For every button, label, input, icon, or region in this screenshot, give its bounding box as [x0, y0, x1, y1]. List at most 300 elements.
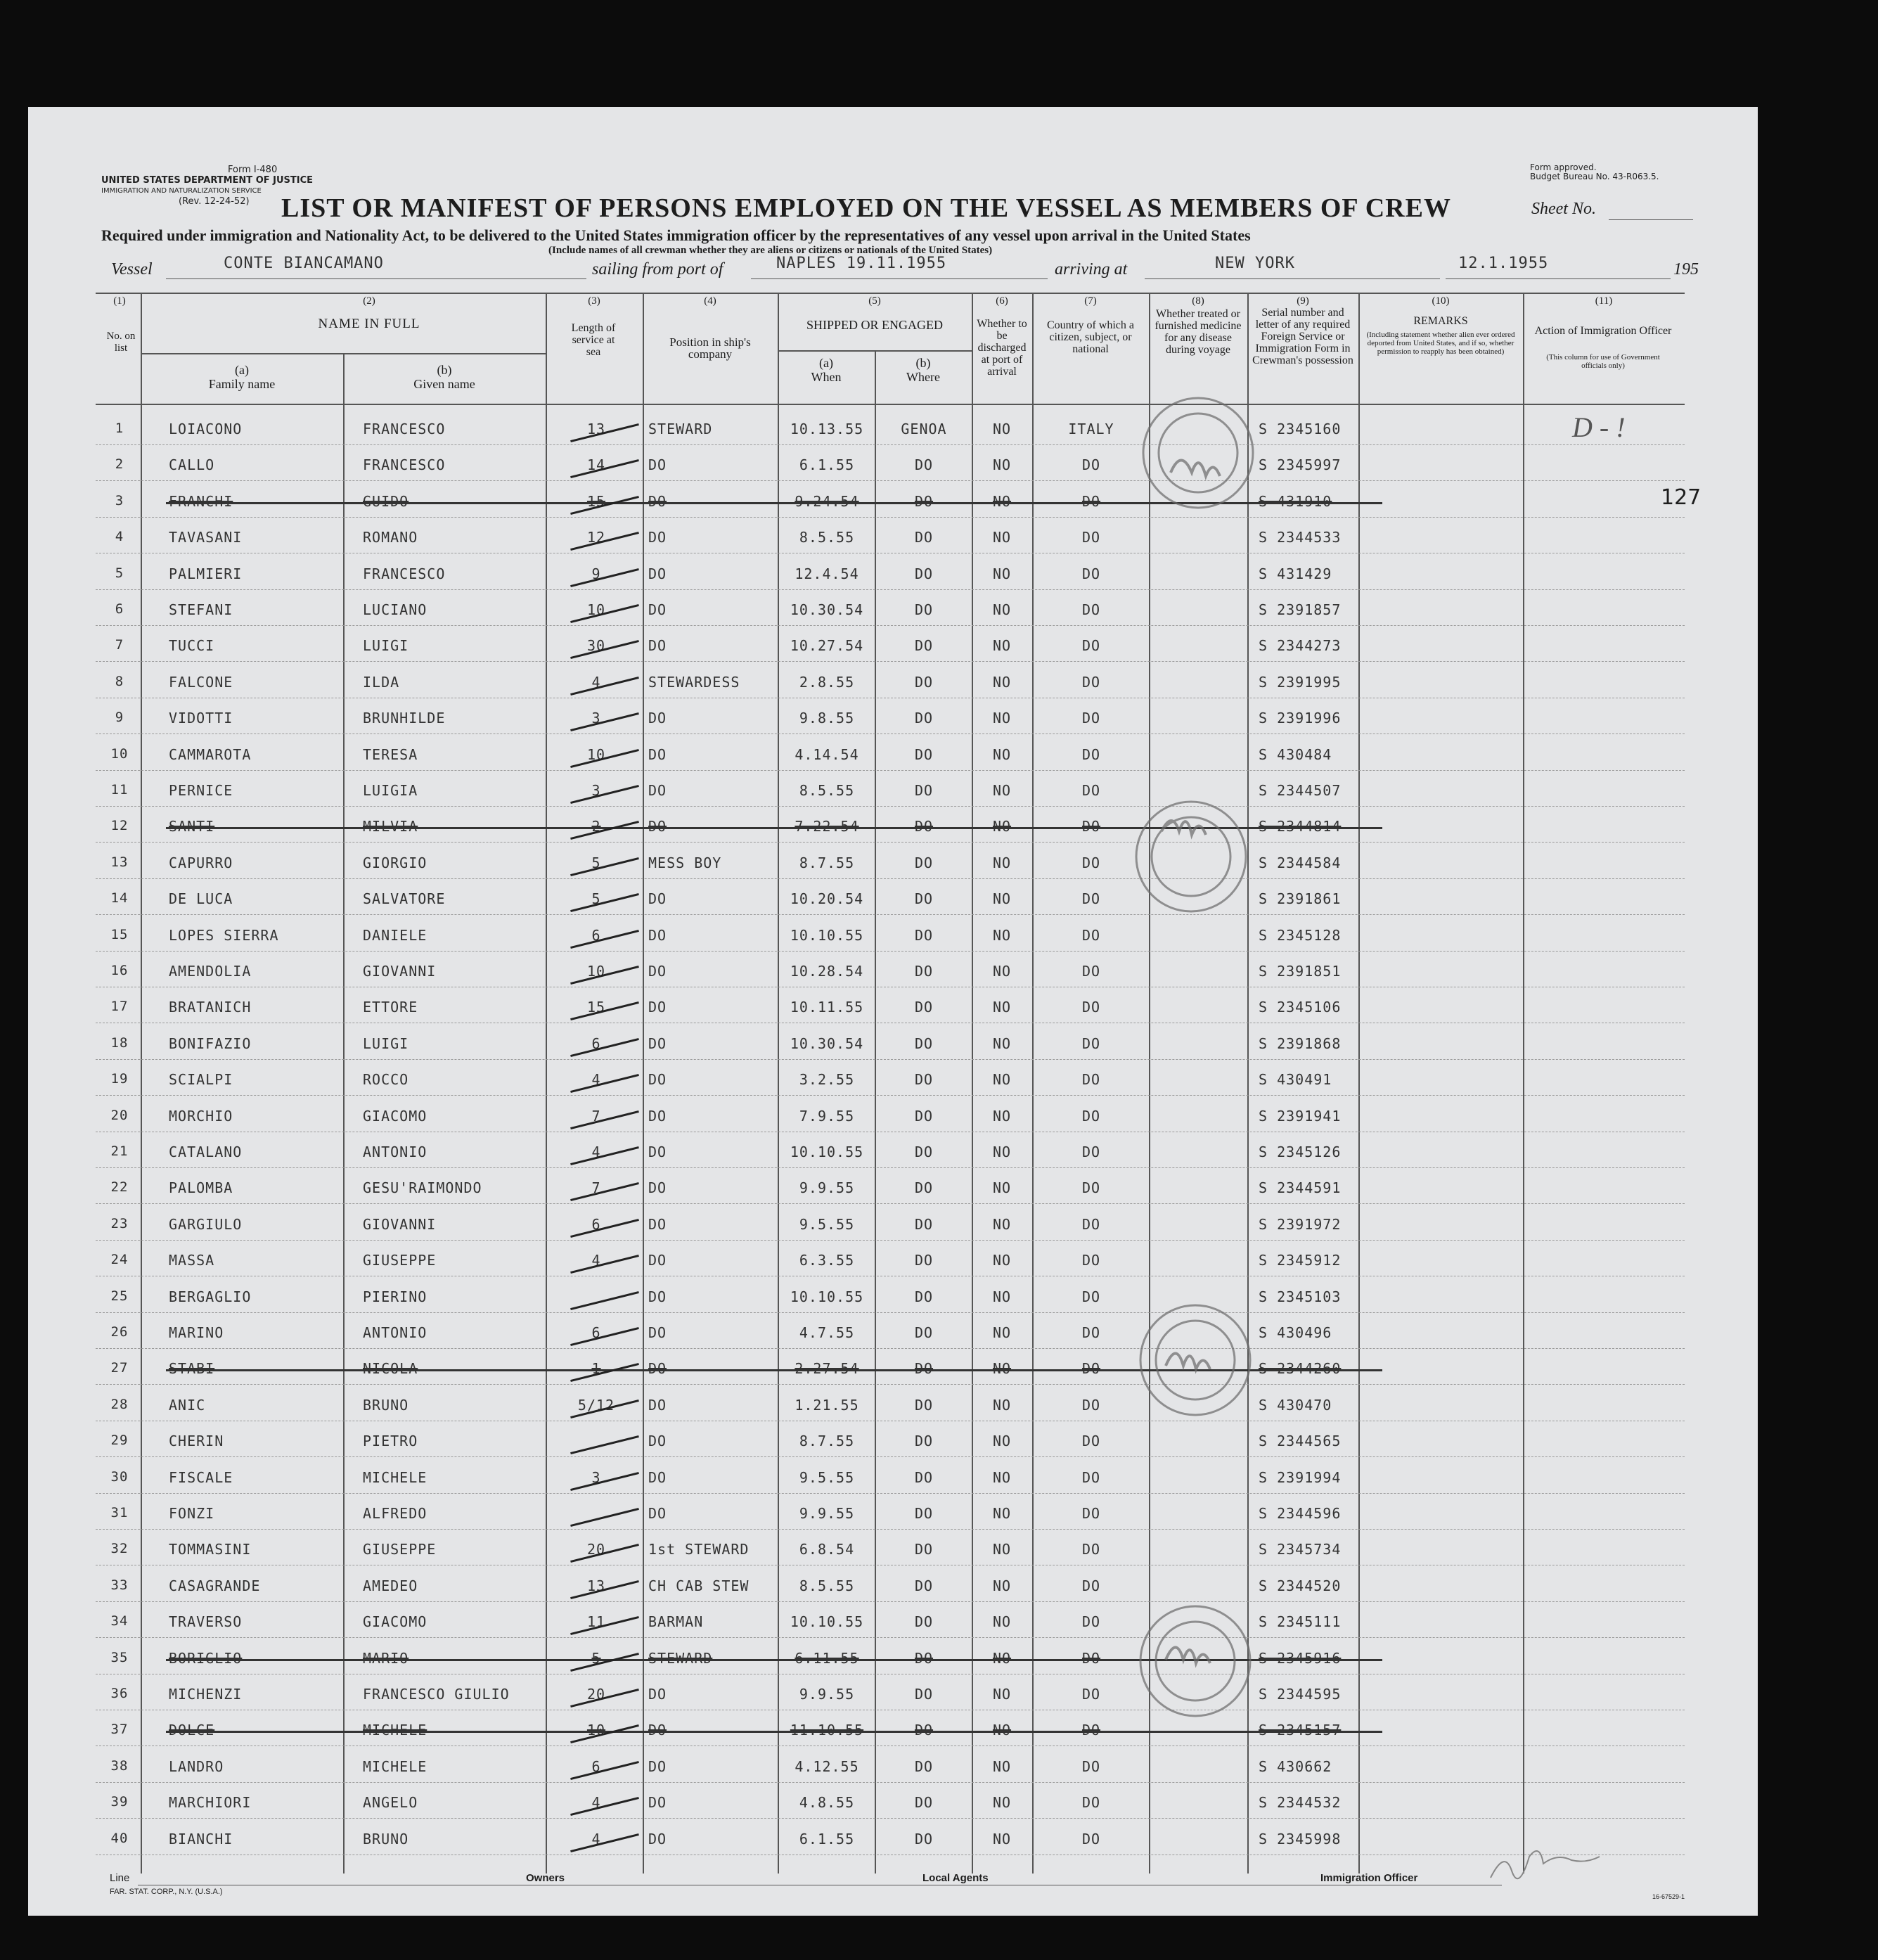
family-name: CATALANO — [169, 1144, 243, 1160]
position: DO — [648, 1397, 667, 1414]
serial-number: S 2345998 — [1259, 1831, 1342, 1847]
country: DO — [1081, 710, 1101, 726]
service-length: 9 — [591, 565, 601, 582]
position: DO — [648, 637, 667, 654]
discharge: NO — [992, 1758, 1012, 1775]
discharge: NO — [992, 1831, 1012, 1847]
shipped-when: 2.27.54 — [795, 1360, 859, 1377]
col-divider — [1358, 293, 1360, 1873]
given-name: TERESA — [363, 746, 418, 763]
serial-number: S 430470 — [1259, 1397, 1332, 1414]
service-length: 4 — [591, 1794, 601, 1811]
col-divider — [875, 350, 876, 1873]
serial-number: S 2344273 — [1259, 637, 1342, 654]
serial-number: S 431429 — [1259, 565, 1332, 582]
service-length: 13 — [586, 1577, 606, 1594]
shipped-when: 6.1.55 — [799, 456, 855, 473]
serial-number: S 430662 — [1259, 1758, 1332, 1775]
discharge: NO — [992, 710, 1012, 726]
given-name: MICHELE — [363, 1722, 427, 1738]
given-name: LUIGIA — [363, 782, 418, 799]
given-name: MILVIA — [363, 818, 418, 835]
row-number: 34 — [110, 1613, 129, 1629]
service-length: 5/12 — [577, 1397, 615, 1414]
row-rule — [96, 951, 1685, 952]
country: DO — [1081, 1360, 1101, 1377]
col8-number: (8) — [1192, 295, 1204, 307]
position: DO — [648, 1433, 667, 1449]
budget-bureau: Budget Bureau No. 43-R063.5. — [1530, 172, 1659, 181]
position: DO — [648, 1144, 667, 1160]
discharge: NO — [992, 1252, 1012, 1269]
shipped-where: DO — [914, 818, 934, 835]
serial-number: S 2391851 — [1259, 963, 1342, 980]
row-rule — [96, 517, 1685, 518]
shipped-where: DO — [914, 565, 934, 582]
country: DO — [1081, 1179, 1101, 1196]
row-rule — [96, 1312, 1685, 1313]
position: DO — [648, 493, 667, 510]
shipped-where: DO — [914, 890, 934, 907]
col4-title: Position in ship's company — [669, 335, 751, 361]
country: DO — [1081, 927, 1101, 944]
col-divider — [1149, 293, 1150, 1873]
serial-number: S 430491 — [1259, 1071, 1332, 1088]
position: DO — [648, 890, 667, 907]
discharge: NO — [992, 565, 1012, 582]
service-length: 7 — [591, 1179, 601, 1196]
col-divider — [778, 293, 779, 1873]
family-name: TOMMASINI — [169, 1541, 252, 1558]
row-number: 3 — [115, 493, 124, 508]
shipped-where: DO — [914, 1288, 934, 1305]
position: MESS BOY — [648, 854, 722, 871]
shipped-where: DO — [914, 1252, 934, 1269]
discharge: NO — [992, 1505, 1012, 1522]
row-number: 13 — [110, 854, 129, 870]
serial-number: S 2391995 — [1259, 674, 1342, 691]
shipped-when: 6.11.55 — [795, 1650, 859, 1667]
row-number: 32 — [110, 1541, 129, 1556]
row-number: 31 — [110, 1505, 129, 1520]
consular-stamp — [1140, 1606, 1250, 1716]
row-number: 33 — [110, 1577, 129, 1593]
form-approval — [1530, 163, 1659, 181]
position: DO — [648, 1794, 667, 1811]
service-length: 15 — [586, 493, 606, 510]
country: DO — [1081, 601, 1101, 618]
shipped-when: 10.13.55 — [790, 421, 864, 437]
family-name: FALCONE — [169, 674, 233, 691]
discharge: NO — [992, 1722, 1012, 1738]
row-rule — [96, 1240, 1685, 1241]
serial-number: S 2391857 — [1259, 601, 1342, 618]
shipped-when: 4.14.54 — [795, 746, 859, 763]
family-name: SCIALPI — [169, 1071, 233, 1088]
given-name: FRANCESCO — [363, 565, 446, 582]
family-name: BONIFAZIO — [169, 1035, 252, 1052]
serial-number: S 2344596 — [1259, 1505, 1342, 1522]
position: STEWARDESS — [648, 674, 740, 691]
shipped-when: 10.30.54 — [790, 601, 864, 618]
family-name: TUCCI — [169, 637, 215, 654]
given-name: PIERINO — [363, 1288, 427, 1305]
serial-number: S 2345106 — [1259, 999, 1342, 1016]
shipped-where: GENOA — [901, 421, 947, 437]
shipped-where: DO — [914, 1433, 934, 1449]
shipped-when: 10.20.54 — [790, 890, 864, 907]
row-number: 7 — [115, 637, 124, 653]
service-length: 4 — [591, 1831, 601, 1847]
row-number: 24 — [110, 1252, 129, 1267]
family-name: BIANCHI — [169, 1831, 233, 1847]
shipped-where: DO — [914, 601, 934, 618]
given-name: GIUSEPPE — [363, 1541, 437, 1558]
col2b-title: (b) Given name — [413, 363, 475, 391]
col4-number: (4) — [704, 295, 716, 307]
position: DO — [648, 963, 667, 980]
shipped-when: 9.8.55 — [799, 710, 855, 726]
arriving-port: NEW YORK — [1215, 255, 1295, 272]
vessel-label: Vessel — [111, 260, 153, 278]
row-rule — [96, 1637, 1685, 1638]
country: DO — [1081, 1722, 1101, 1738]
approved-text: Form approved. — [1530, 162, 1597, 172]
footer-owners-label: Owners — [526, 1872, 565, 1884]
shipped-when: 4.7.55 — [799, 1324, 855, 1341]
service-length: 10 — [586, 1722, 606, 1738]
family-name: TRAVERSO — [169, 1613, 243, 1630]
position: DO — [648, 1324, 667, 1341]
col7-title: Country of which a citizen, subject, or national — [1047, 319, 1134, 355]
shipped-when: 11.10.55 — [790, 1722, 864, 1738]
row-rule — [96, 1782, 1685, 1783]
position: DO — [648, 1216, 667, 1233]
col6-title: Whether to be discharged at port of arrival — [977, 318, 1027, 378]
family-name: LOPES SIERRA — [169, 927, 279, 944]
row-number: 35 — [110, 1650, 129, 1665]
shipped-where: DO — [914, 1541, 934, 1558]
shipped-where: DO — [914, 637, 934, 654]
serial-number: S 2344584 — [1259, 854, 1342, 871]
shipped-where: DO — [914, 1758, 934, 1775]
shipped-where: DO — [914, 999, 934, 1016]
page-number: 127 — [1661, 485, 1702, 510]
row-number: 4 — [115, 529, 124, 544]
service-length: 6 — [591, 1035, 601, 1052]
family-name: DE LUCA — [169, 890, 233, 907]
given-name: DANIELE — [363, 927, 427, 944]
row-number: 6 — [115, 601, 124, 617]
row-rule — [96, 444, 1685, 445]
serial-number: S 2345912 — [1259, 1252, 1342, 1269]
consular-stamp — [1140, 1305, 1250, 1415]
row-number: 38 — [110, 1758, 129, 1774]
row-rule — [96, 480, 1685, 481]
serial-number: S 2391996 — [1259, 710, 1342, 726]
col-divider — [1523, 293, 1524, 1873]
country: DO — [1081, 565, 1101, 582]
given-name: GIOVANNI — [363, 963, 437, 980]
shipped-when: 10.10.55 — [790, 927, 864, 944]
family-name: ANIC — [169, 1397, 206, 1414]
form-revision: (Rev. 12-24-52) — [179, 196, 250, 207]
given-name: NICOLA — [363, 1360, 418, 1377]
service-length: 15 — [586, 999, 606, 1016]
family-name: MASSA — [169, 1252, 215, 1269]
serial-number: S 2344260 — [1259, 1360, 1342, 1377]
shipped-when: 10.10.55 — [790, 1288, 864, 1305]
discharge: NO — [992, 1650, 1012, 1667]
row-number: 19 — [110, 1071, 129, 1087]
given-name: GUIDO — [363, 493, 409, 510]
row-rule — [96, 806, 1685, 807]
given-name: ROCCO — [363, 1071, 409, 1088]
service-length: 6 — [591, 927, 601, 944]
col5-number: (5) — [868, 295, 881, 307]
family-name: DOLCE — [169, 1722, 215, 1738]
row-number: 15 — [110, 927, 129, 942]
country: DO — [1081, 1794, 1101, 1811]
serial-number: S 431910 — [1259, 493, 1332, 510]
row-number: 16 — [110, 963, 129, 978]
shipped-where: DO — [914, 493, 934, 510]
footer-officer-label: Immigration Officer — [1320, 1872, 1418, 1884]
form-number: Form I-480 — [228, 165, 278, 175]
sheet-number-field[interactable] — [1609, 219, 1693, 220]
form-code: 16-67529-1 — [1652, 1893, 1685, 1900]
col-divider — [343, 353, 345, 1873]
col9-number: (9) — [1297, 295, 1309, 307]
country: DO — [1081, 1071, 1101, 1088]
family-name: LOIACONO — [169, 421, 243, 437]
agency-subname: IMMIGRATION AND NATURALIZATION SERVICE — [101, 187, 262, 195]
col10-title: REMARKS — [1413, 315, 1468, 327]
arriving-field — [1145, 278, 1440, 279]
serial-number: S 2344520 — [1259, 1577, 1342, 1594]
col3-title: Length of service at sea — [571, 322, 616, 358]
position: DO — [648, 999, 667, 1016]
vessel-name: CONTE BIANCAMANO — [224, 255, 384, 272]
shipped-when: 6.8.54 — [799, 1541, 855, 1558]
shipped-where: DO — [914, 710, 934, 726]
family-name: MORCHIO — [169, 1108, 233, 1125]
family-name: PALMIERI — [169, 565, 243, 582]
row-number: 18 — [110, 1035, 129, 1051]
row-number: 21 — [110, 1144, 129, 1159]
position: DO — [648, 1831, 667, 1847]
shipped-when: 10.28.54 — [790, 963, 864, 980]
service-length: 1 — [591, 1360, 601, 1377]
service-length: 4 — [591, 1071, 601, 1088]
given-name: ALFREDO — [363, 1505, 427, 1522]
discharge: NO — [992, 927, 1012, 944]
shipped-where: DO — [914, 1144, 934, 1160]
col2-number: (2) — [363, 295, 375, 307]
col2a-title: (a) Family name — [208, 363, 276, 391]
serial-number: S 2344532 — [1259, 1794, 1342, 1811]
col6-number: (6) — [996, 295, 1008, 307]
service-length: 4 — [591, 674, 601, 691]
form-subtitle: Required under immigration and Nationality Act, to be delivered to the United States immigration officer by the representatives of any vessel upon arrival in the United States — [101, 226, 1251, 244]
given-name: LUIGI — [363, 637, 409, 654]
discharge: NO — [992, 1071, 1012, 1088]
col5b-title: (b) Where — [906, 356, 940, 384]
family-name: STABI — [169, 1360, 215, 1377]
given-name: MICHELE — [363, 1758, 427, 1775]
shipped-where: DO — [914, 854, 934, 871]
discharge: NO — [992, 1397, 1012, 1414]
shipped-when: 2.8.55 — [799, 674, 855, 691]
shipped-where: DO — [914, 927, 934, 944]
discharge: NO — [992, 1179, 1012, 1196]
discharge: NO — [992, 854, 1012, 871]
position: BARMAN — [648, 1613, 704, 1630]
position: DO — [648, 1252, 667, 1269]
service-length: 5 — [591, 890, 601, 907]
discharge: NO — [992, 818, 1012, 835]
row-rule — [96, 1384, 1685, 1385]
discharge: NO — [992, 1216, 1012, 1233]
family-name: LANDRO — [169, 1758, 224, 1775]
given-name: AMEDEO — [363, 1577, 418, 1594]
discharge: NO — [992, 890, 1012, 907]
footer-line-label: Line — [110, 1872, 130, 1884]
row-number: 8 — [115, 674, 124, 689]
family-name: MARCHIORI — [169, 1794, 252, 1811]
shipped-where: DO — [914, 1722, 934, 1738]
service-length: 4 — [591, 1144, 601, 1160]
family-name: PERNICE — [169, 782, 233, 799]
agency-name: UNITED STATES DEPARTMENT OF JUSTICE — [101, 175, 314, 186]
service-length: 3 — [591, 1469, 601, 1486]
country: DO — [1081, 999, 1101, 1016]
position: DO — [648, 456, 667, 473]
country: DO — [1081, 1144, 1101, 1160]
col5a-title: (a) When — [811, 356, 842, 384]
row-number: 1 — [115, 421, 124, 436]
country: DO — [1081, 1433, 1101, 1449]
check-mark — [570, 1435, 639, 1454]
country: DO — [1081, 1035, 1101, 1052]
shipped-when: 9.9.55 — [799, 1686, 855, 1703]
shipped-where: DO — [914, 529, 934, 546]
given-name: GIUSEPPE — [363, 1252, 437, 1269]
shipped-when: 7.9.55 — [799, 1108, 855, 1125]
row-number: 23 — [110, 1216, 129, 1231]
row-rule — [96, 1493, 1685, 1494]
discharge: NO — [992, 1469, 1012, 1486]
country: DO — [1081, 818, 1101, 835]
given-name: ROMANO — [363, 529, 418, 546]
discharge: NO — [992, 1035, 1012, 1052]
country: DO — [1081, 1324, 1101, 1341]
position: DO — [648, 1071, 667, 1088]
serial-number: S 2344533 — [1259, 529, 1342, 546]
col-divider — [1032, 293, 1034, 1873]
shipped-when: 9.24.54 — [795, 493, 859, 510]
shipped-where: DO — [914, 1613, 934, 1630]
family-name: CAMMAROTA — [169, 746, 252, 763]
col9-title: Serial number and letter of any required Foreign Service or Immigration Form in Crewman's possession — [1252, 307, 1353, 366]
shipped-when: 9.5.55 — [799, 1216, 855, 1233]
consular-stamp — [1136, 802, 1246, 911]
family-name: GARGIULO — [169, 1216, 243, 1233]
discharge: NO — [992, 637, 1012, 654]
header-bottom-rule — [96, 404, 1685, 405]
service-length: 11 — [586, 1613, 606, 1630]
col7-number: (7) — [1084, 295, 1097, 307]
position: STEWARD — [648, 421, 713, 437]
shipped-when: 10.30.54 — [790, 1035, 864, 1052]
shipped-where: DO — [914, 1108, 934, 1125]
row-number: 26 — [110, 1324, 129, 1340]
row-rule — [96, 1456, 1685, 1457]
col1-number: (1) — [113, 295, 126, 307]
row-rule — [96, 878, 1685, 879]
row-rule — [96, 589, 1685, 590]
country: DO — [1081, 1288, 1101, 1305]
discharge: NO — [992, 999, 1012, 1016]
country: DO — [1081, 1577, 1101, 1594]
shipped-where: DO — [914, 1071, 934, 1088]
country: DO — [1081, 1397, 1101, 1414]
serial-number: S 2345103 — [1259, 1288, 1342, 1305]
row-strike-line — [166, 1659, 1382, 1661]
row-number: 27 — [110, 1360, 129, 1376]
position: CH CAB STEW — [648, 1577, 750, 1594]
header-top-rule — [96, 293, 1685, 294]
service-length: 4 — [591, 1252, 601, 1269]
service-length: 6 — [591, 1216, 601, 1233]
col11-note: (This column for use of Government officials only) — [1546, 353, 1660, 370]
row-number: 17 — [110, 999, 129, 1014]
country: DO — [1081, 1686, 1101, 1703]
discharge: NO — [992, 782, 1012, 799]
position: DO — [648, 1505, 667, 1522]
discharge: NO — [992, 1794, 1012, 1811]
shipped-when: 8.5.55 — [799, 529, 855, 546]
service-length: 7 — [591, 1108, 601, 1125]
shipped-where: DO — [914, 746, 934, 763]
shipped-where: DO — [914, 1686, 934, 1703]
service-length: 10 — [586, 963, 606, 980]
shipped-when: 12.4.54 — [795, 565, 859, 582]
shipped-where: DO — [914, 1324, 934, 1341]
row-strike-line — [166, 1731, 1382, 1733]
shipped-where: DO — [914, 456, 934, 473]
position: DO — [648, 1360, 667, 1377]
family-name: MICHENZI — [169, 1686, 243, 1703]
row-rule — [96, 1167, 1685, 1168]
position: DO — [648, 1179, 667, 1196]
country: ITALY — [1068, 421, 1114, 437]
discharge: NO — [992, 1686, 1012, 1703]
shipped-when: 10.27.54 — [790, 637, 864, 654]
given-name: BRUNO — [363, 1831, 409, 1847]
serial-number: S 2391861 — [1259, 890, 1342, 907]
given-name: LUCIANO — [363, 601, 427, 618]
remark-mark: D - ! — [1572, 411, 1626, 443]
position: DO — [648, 1722, 667, 1738]
position: DO — [648, 565, 667, 582]
country: DO — [1081, 854, 1101, 871]
family-name: MARINO — [169, 1324, 224, 1341]
service-length: 5 — [591, 854, 601, 871]
service-length: 3 — [591, 782, 601, 799]
shipped-where: DO — [914, 1469, 934, 1486]
family-name: CASAGRANDE — [169, 1577, 261, 1594]
